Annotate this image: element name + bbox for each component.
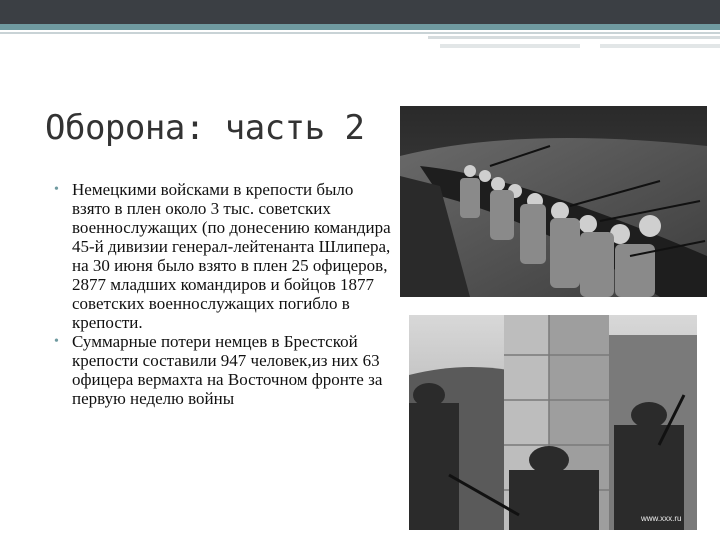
wall-photo-drawing [409, 315, 697, 530]
bullet-dot-icon: • [54, 182, 59, 197]
top-accent-bar [0, 24, 720, 30]
trench-photo-drawing [400, 106, 707, 297]
trench-soldiers-photo [400, 106, 707, 297]
bullet-dot-icon: • [54, 334, 59, 349]
wall-soldiers-photo [409, 315, 697, 530]
photo-watermark: www.xxx.ru [641, 514, 682, 523]
bullet-list [52, 180, 392, 408]
bullet-item [52, 332, 392, 408]
bullet-text: Немецкими войсками в крепости было взято в плен около 3 тыс. советских военнослужащих (по донесению командира 45-й дивизии генерал-лейтенанта Шлипера, на 30 июня было взято в плен 25 офицеров, 2877 младших командиров и бойцов 1877 советских военнослужащих погибло в крепости. [72, 180, 391, 332]
slide-title: Оборона: часть 2 [45, 108, 365, 148]
top-divider [0, 32, 720, 34]
bullet-text: Суммарные потери немцев в Брестской крепости составили 947 человек,из них 63 офицера вермахта на Восточном фронте за первую неделю войны [72, 332, 383, 408]
decor-line [428, 36, 720, 39]
decor-line [440, 44, 580, 48]
top-bar [0, 0, 720, 24]
bullet-item [52, 180, 392, 332]
decor-line [600, 44, 720, 48]
